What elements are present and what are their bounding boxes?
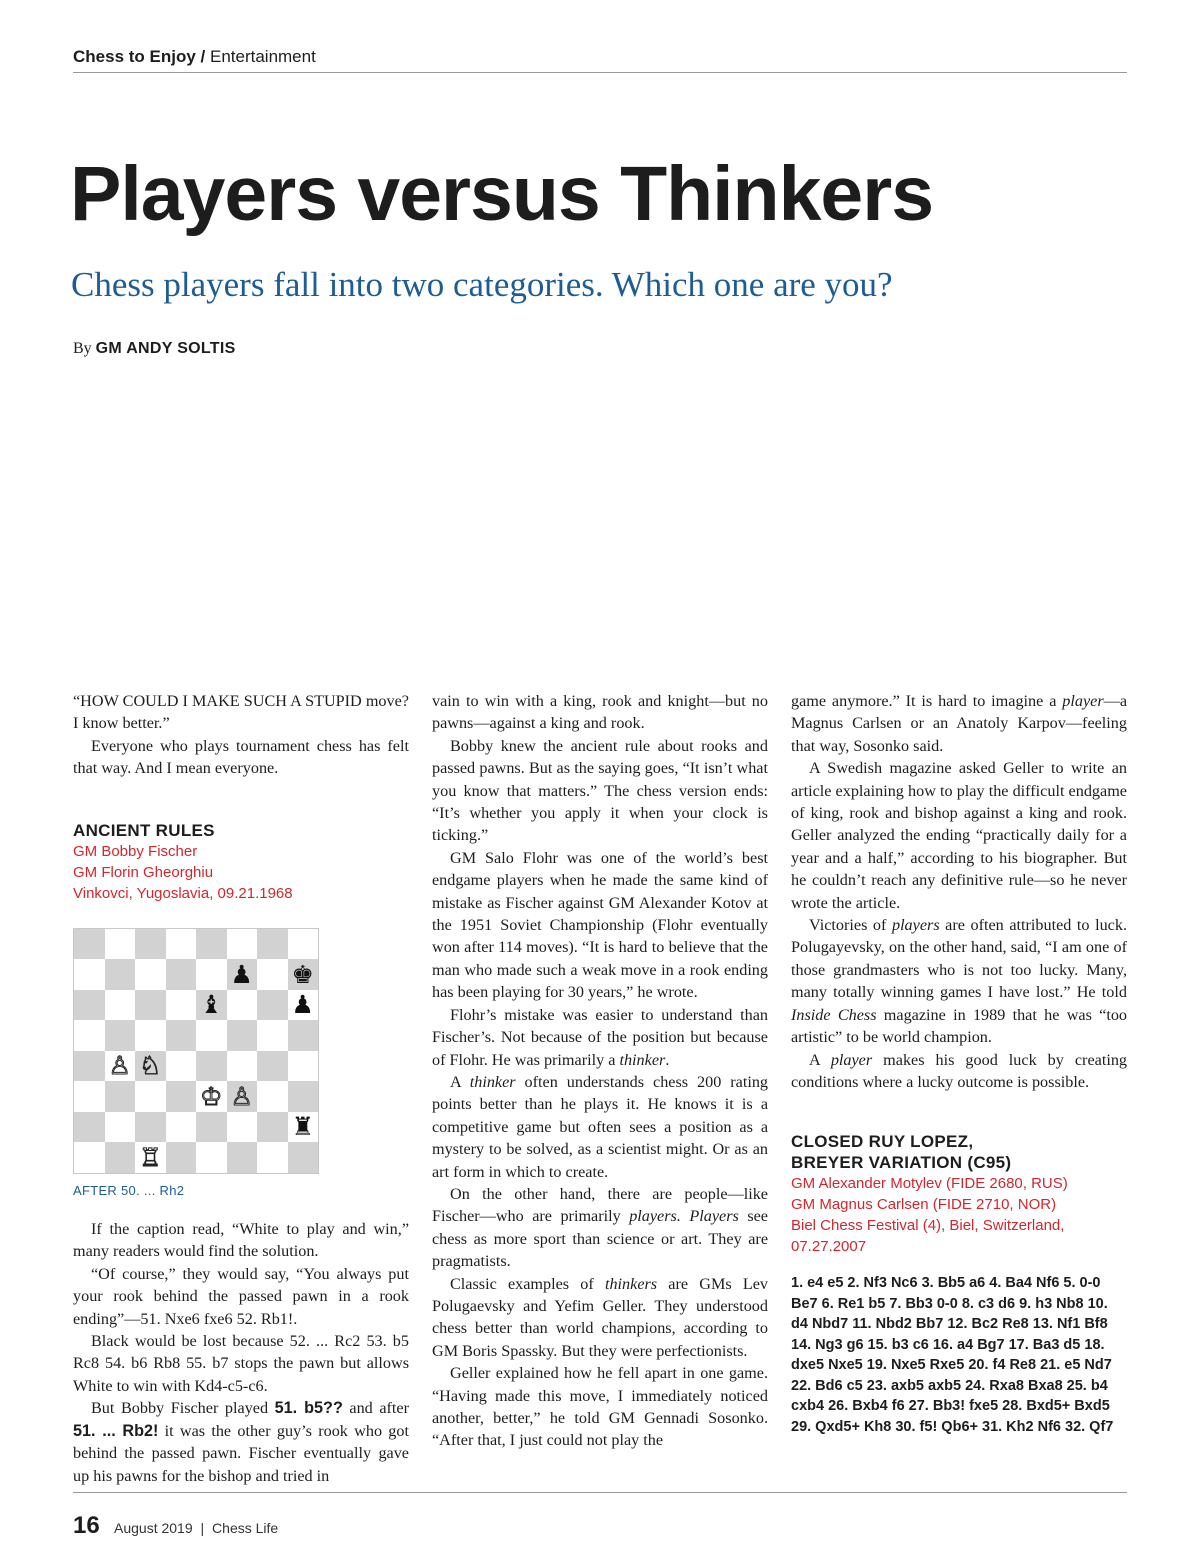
text-run: magazine in 1989 that he was “too artistic” to be world champion. (791, 1005, 1128, 1047)
square-g7 (257, 959, 288, 990)
paragraph (791, 690, 1127, 757)
paragraph: Geller explained how he fell apart in one game. “Having made this move, I immediately noticed another, better,” he told GM Gennadi Sosonko. “After that, I just could not play the (432, 1364, 768, 1450)
square-h5 (288, 1020, 319, 1051)
white-pawn-icon: ♙ (230, 1081, 253, 1111)
square-a2 (74, 1112, 105, 1143)
square-b3 (105, 1081, 136, 1112)
game-heading: BREYER VARIATION (C95) (791, 1153, 1012, 1173)
square-a5 (74, 1020, 105, 1051)
footer-rule (73, 1492, 1127, 1493)
byline-prefix: By (73, 340, 92, 357)
emphasis: thinker (469, 1072, 516, 1091)
article-title: Players versus Thinkers (70, 151, 934, 237)
game-white-player: GM Alexander Motylev (FIDE 2680, RUS) (791, 1175, 1068, 1193)
column-2 (432, 690, 768, 1452)
square-b6 (105, 990, 136, 1021)
section-name: Chess to Enjoy (73, 47, 196, 66)
paragraph: If the caption read, “White to play and win,” many readers would find the solution. (73, 1220, 409, 1261)
game-black-player: GM Magnus Carlsen (FIDE 2710, NOR) (791, 1196, 1057, 1214)
square-c2 (135, 1112, 166, 1143)
paragraph: “HOW COULD I MAKE SUCH A STUPID move? I know better.” (73, 692, 409, 733)
section-separator: / (195, 47, 210, 66)
square-e6 (196, 990, 227, 1021)
page-number: 16 (73, 1512, 100, 1539)
paragraph: A Swedish magazine asked Geller to write an article explaining how to play the difficult endgame of king, rook and bishop against a king and rook. Geller analyzed the ending “practically daily for a year and a half,” according to his biographer. But he couldn’t reach any definitive rule—so he never wrote the article. (791, 759, 1127, 912)
square-a3 (74, 1081, 105, 1112)
square-c3 (135, 1081, 166, 1112)
square-g1 (257, 1142, 288, 1173)
square-b8 (105, 929, 136, 960)
text-run: A (809, 1050, 831, 1069)
paragraph: vain to win with a king, rook and knight—but no pawns—against a king and rook. (432, 692, 768, 733)
white-knight-icon: ♘ (139, 1051, 162, 1081)
square-a7 (74, 959, 105, 990)
square-f4 (227, 1051, 258, 1082)
square-h4 (288, 1051, 319, 1082)
paragraph (791, 914, 1127, 1048)
white-king-icon: ♔ (200, 1081, 223, 1111)
text-run: game anymore.” It is hard to imagine a (791, 692, 1063, 710)
square-a1 (74, 1142, 105, 1173)
square-e3 (196, 1081, 227, 1112)
paragraph: Bobby knew the ancient rule about rooks and passed pawns. But as the saying goes, “It isn’t what you know that matters.” The chess version ends: “It’s whether you apply it when your clock is ticking.” (432, 736, 768, 845)
emphasis: player (830, 1050, 873, 1069)
section-header (73, 47, 316, 67)
square-f6 (227, 990, 258, 1021)
text-run: Victories of (809, 916, 892, 935)
column-1 (73, 690, 409, 1487)
text-run: it was the other guy’s rook who got behind the passed pawn. Fischer eventually gave up his pawns for the bishop and tried in (73, 1421, 409, 1485)
square-e5 (196, 1020, 227, 1051)
chess-board (73, 928, 319, 1174)
paragraph (432, 1183, 768, 1273)
black-pawn-icon: ♟ (291, 990, 314, 1020)
square-b1 (105, 1142, 136, 1173)
chess-diagram (73, 928, 409, 1174)
square-g2 (257, 1112, 288, 1143)
text-run: On the other hand, there are people—like Fischer—who are primarily (432, 1184, 768, 1226)
footer-divider: | (200, 1520, 205, 1536)
header-rule (73, 72, 1127, 73)
square-b5 (105, 1020, 136, 1051)
text-run: makes his good luck by creating conditions where a lucky outcome is possible. (791, 1050, 1128, 1091)
game-white-player: GM Bobby Fischer (73, 842, 198, 860)
square-f5 (227, 1020, 258, 1051)
game-event: Biel Chess Festival (4), Biel, Switzerland, 07.27.2007 (791, 1217, 1065, 1256)
author-name: GM ANDY SOLTIS (95, 340, 236, 357)
emphasis: thinkers (604, 1274, 658, 1293)
white-rook-icon: ♖ (139, 1142, 162, 1172)
square-e2 (196, 1112, 227, 1143)
square-a6 (74, 990, 105, 1021)
text-run: and after (342, 1399, 409, 1418)
square-d7 (166, 959, 197, 990)
diagram-caption: AFTER 50. ... Rh2 (73, 1182, 185, 1198)
square-b2 (105, 1112, 136, 1143)
paragraph (432, 1071, 768, 1183)
byline (73, 340, 236, 358)
square-c1 (135, 1142, 166, 1173)
square-h7 (288, 959, 319, 990)
black-pawn-icon: ♟ (230, 959, 253, 989)
square-c8 (135, 929, 166, 960)
text-run: often understands chess 200 rating points better than he plays it. He knows it is a competitive game but often sees a position as a mystery to be solved, as a scientist might. Or as an art form in which to create. (432, 1072, 769, 1181)
square-g6 (257, 990, 288, 1021)
paragraph (791, 1049, 1127, 1094)
square-g5 (257, 1020, 288, 1051)
paragraph: “Of course,” they would say, “You always put your rook behind the passed pawn in a rook ending”—51. Nxe6 fxe6 52. Rb1!. (73, 1264, 409, 1328)
black-bishop-icon: ♝ (200, 990, 223, 1020)
square-e8 (196, 929, 227, 960)
paragraph: Black would be lost because 52. ... Rc2 53. b5 Rc8 54. b6 Rb8 55. b7 stops the pawn but allows White to win with Kd4-c5-c6. (73, 1332, 409, 1395)
emphasis: Inside Chess (791, 1005, 877, 1024)
text-run: Classic examples of (450, 1274, 605, 1293)
footer-info (114, 1520, 278, 1536)
square-b7 (105, 959, 136, 990)
game-moves: 1. e4 e5 2. Nf3 Nc6 3. Bb5 a6 4. Ba4 Nf6 5. 0-0 Be7 6. Re1 b5 7. Bb3 0-0 8. c3 d6 9. h3 Nb8 10. d4 Nbd7 11. Nbd2 Bb7 12. Bc2 Re8 13. Nf1 Bf8 14. Ng3 g6 15. b3 c6 16. a4 Bg7 17. Ba3 d5 18. dxe5 Nxe5 19. Nxe5 Rxe5 20. f4 Re8 21. e5 Nd7 22. Bd6 c5 23. axb5 axb5 24. Rxa8 Bxa8 25. b4 cxb4 26. Bxb4 f6 27. Bb3! fxe5 28. Bxd5+ Bxd5 29. Qxd5+ Kh8 30. f5! Qb6+ 31. Kh2 Nf6 32. Qf7 (791, 1275, 1114, 1435)
square-h6 (288, 990, 319, 1021)
square-c7 (135, 959, 166, 990)
square-f7 (227, 959, 258, 990)
section-category: Entertainment (209, 47, 316, 66)
square-f2 (227, 1112, 258, 1143)
move-bold: 51. b5?? (274, 1399, 343, 1418)
square-d1 (166, 1142, 197, 1173)
game-header-closed-ruy-lopez (791, 1131, 1127, 1257)
square-g3 (257, 1081, 288, 1112)
paragraph (432, 1273, 768, 1363)
square-c4 (135, 1051, 166, 1082)
square-h2 (288, 1112, 319, 1143)
paragraph: Everyone who plays tournament chess has felt that way. And I mean everyone. (73, 736, 409, 778)
column-3 (791, 690, 1127, 1437)
text-run: Flohr’s mistake was easier to understand than Fischer’s. Not because of the position but because of Flohr. He was primarily a (432, 1005, 768, 1069)
text-run: But Bobby Fischer played (91, 1399, 275, 1418)
square-f1 (227, 1142, 258, 1173)
square-d5 (166, 1020, 197, 1051)
square-g4 (257, 1051, 288, 1082)
text-run: are often attributed to luck. Polugayevsky, on the other hand, said, “I am one of those grandmasters who is not too lucky. Many, many totally winning games I have lost.” He told (791, 916, 1127, 1002)
game-event: Vinkovci, Yugoslavia, 09.21.1968 (73, 884, 293, 902)
paragraph: GM Salo Flohr was one of the world’s best endgame players when he made the same kind of mistake as Fischer against GM Alexander Kotov at the 1951 Soviet Championship (Flohr eventually won after 114 moves). “It is hard to believe that the man who made such a weak move in a rook ending has been playing for 30 years,” he wrote. (432, 848, 768, 1002)
text-run: —a Magnus Carlsen or an Anatoly Karpov—feeling that way, Sosonko said. (791, 692, 1127, 755)
square-h1 (288, 1142, 319, 1173)
text-run: A (450, 1072, 470, 1091)
square-e7 (196, 959, 227, 990)
text-run: are GMs Lev Polugaevsky and Yefim Geller. They understood chess better than world champions, according to GM Boris Spassky. But they were perfectionists. (432, 1274, 768, 1360)
move-bold: 51. ... Rb2! (73, 1421, 159, 1440)
square-h3 (288, 1081, 319, 1112)
square-a4 (74, 1051, 105, 1082)
square-f3 (227, 1081, 258, 1112)
emphasis: thinker (619, 1050, 666, 1069)
black-king-icon: ♚ (291, 959, 314, 989)
square-c6 (135, 990, 166, 1021)
square-a8 (74, 929, 105, 960)
square-d8 (166, 929, 197, 960)
square-e1 (196, 1142, 227, 1173)
white-pawn-icon: ♙ (108, 1051, 131, 1081)
game-heading: ANCIENT RULES (73, 820, 215, 840)
game-black-player: GM Florin Gheorghiu (73, 863, 214, 881)
emphasis: players (891, 916, 940, 935)
square-g8 (257, 929, 288, 960)
square-c5 (135, 1020, 166, 1051)
square-h8 (288, 929, 319, 960)
text-run: . (665, 1050, 670, 1069)
square-b4 (105, 1051, 136, 1082)
square-d2 (166, 1112, 197, 1143)
emphasis: players. Players (629, 1207, 739, 1226)
square-d4 (166, 1051, 197, 1082)
paragraph (432, 1004, 768, 1071)
paragraph (73, 1397, 409, 1487)
emphasis: player (1062, 692, 1104, 710)
game-heading: CLOSED RUY LOPEZ, (791, 1132, 974, 1152)
text-run: see chess as more sport than science or art. They are pragmatists. (432, 1207, 768, 1271)
issue-date: August 2019 (114, 1520, 193, 1536)
square-f8 (227, 929, 258, 960)
black-rook-icon: ♜ (291, 1112, 314, 1142)
article-subtitle: Chess players fall into two categories. Which one are you? (71, 265, 893, 304)
publication-name: Chess Life (212, 1520, 279, 1536)
square-e4 (196, 1051, 227, 1082)
square-d6 (166, 990, 197, 1021)
square-d3 (166, 1081, 197, 1112)
game-header-ancient-rules (73, 820, 409, 904)
